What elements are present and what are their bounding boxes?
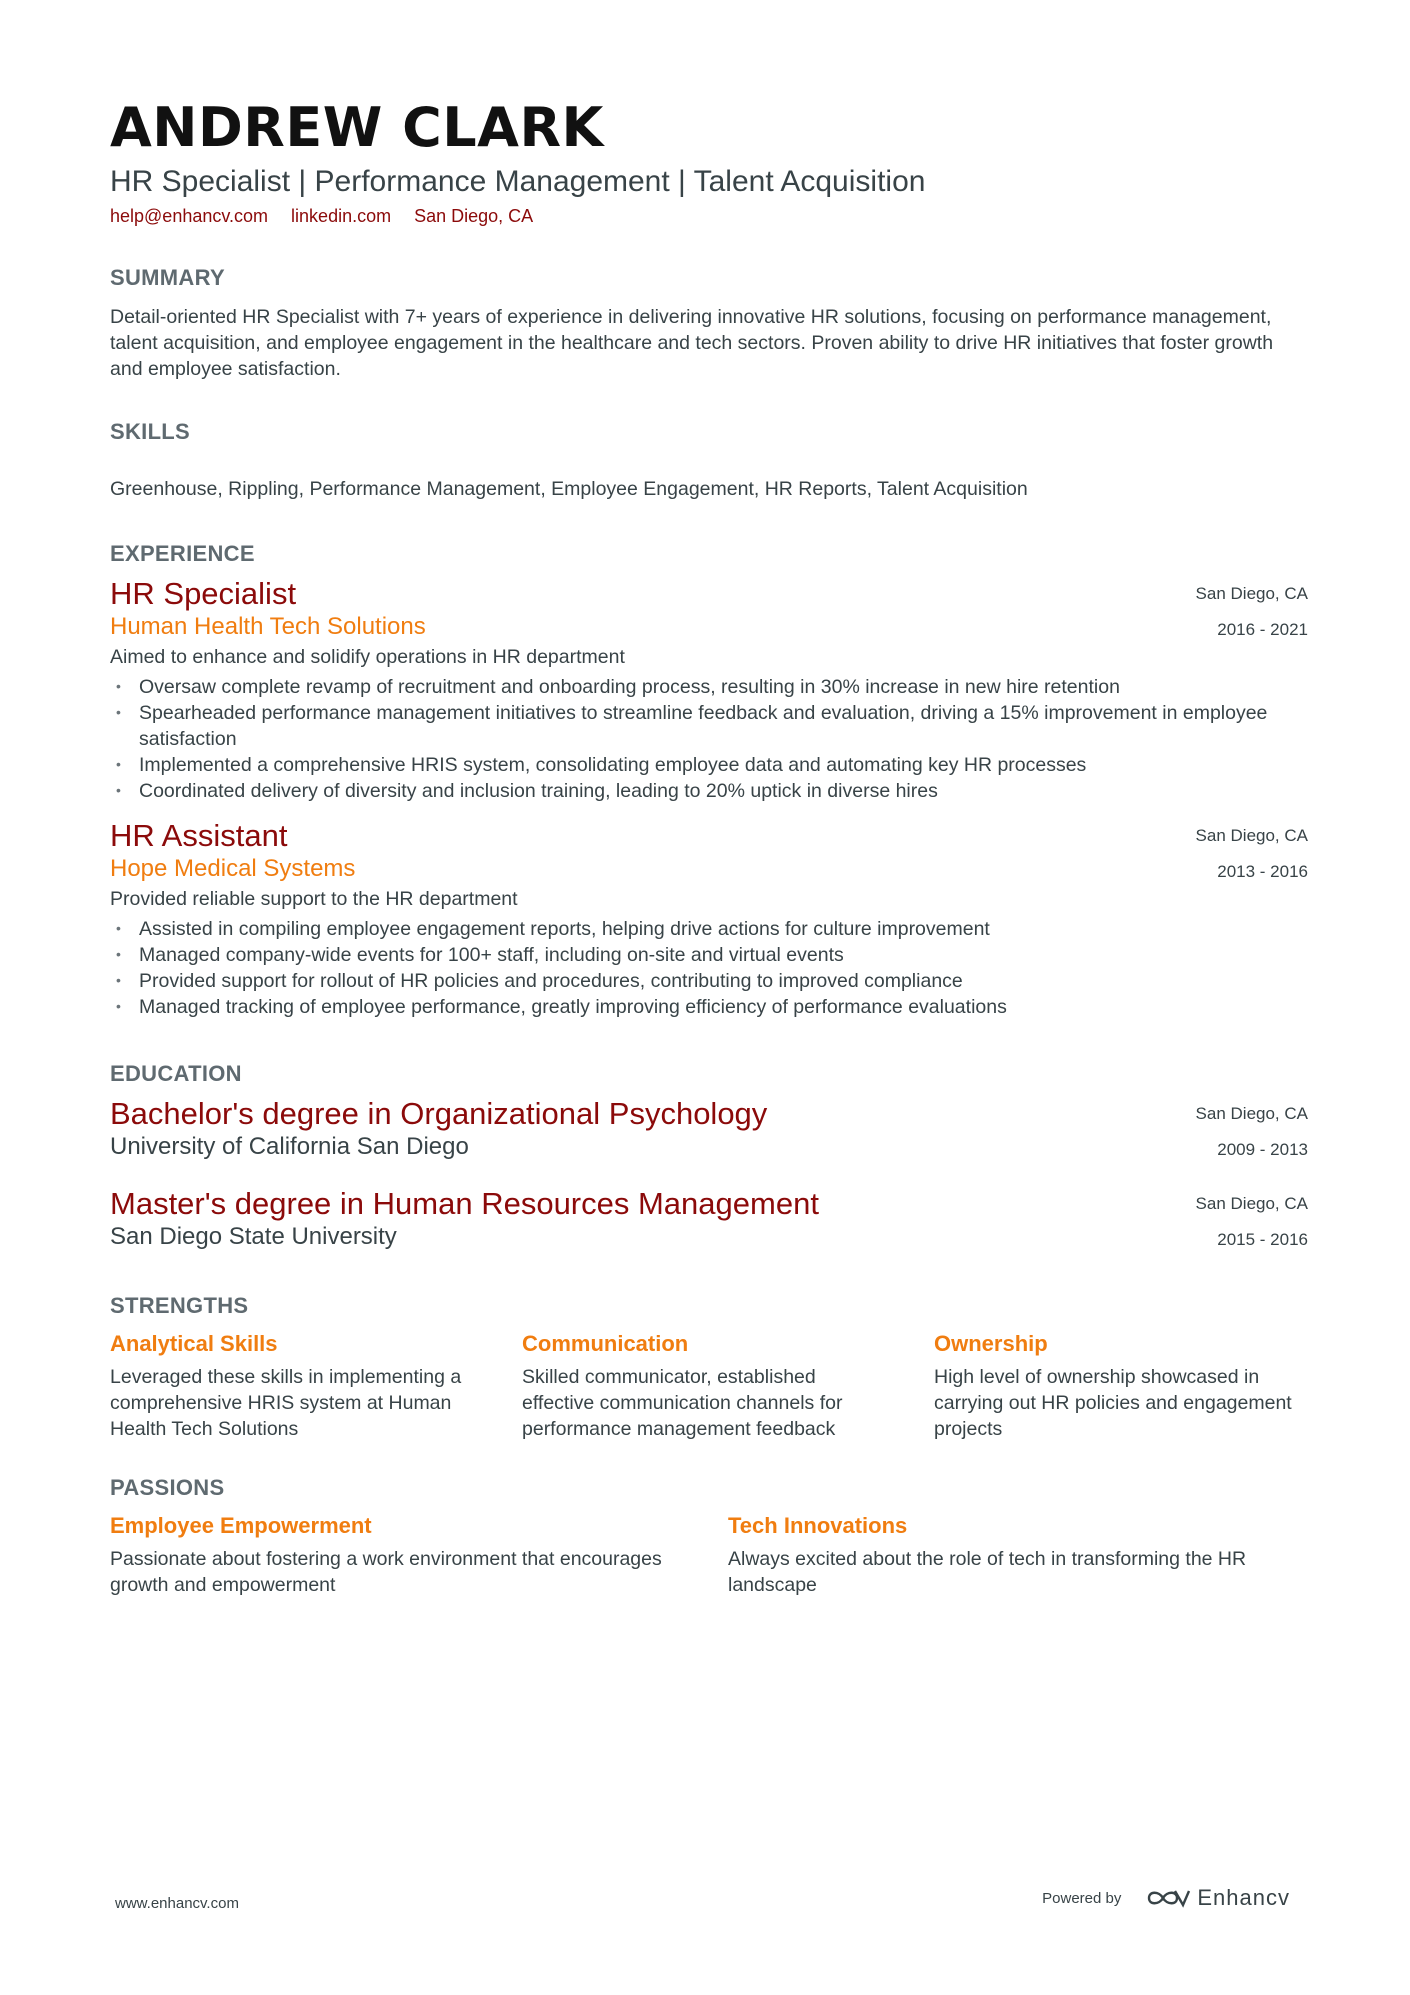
- bullet-item: • Managed company-wide events for 100+ staff, including on-site and virtual events: [110, 942, 1308, 968]
- resume-page: [110, 96, 1308, 1598]
- strength-text: Skilled communicator, established effective communication channels for performance management feedback: [522, 1366, 843, 1440]
- job-dates: 2016 - 2021: [1217, 620, 1308, 639]
- skills-heading: SKILLS: [110, 419, 191, 444]
- email-link[interactable]: help@enhancv.com: [110, 206, 269, 226]
- enhancv-brand: Enhancv: [1197, 1885, 1290, 1910]
- powered-by: [1042, 1885, 1290, 1911]
- bullet-item: • Oversaw complete revamp of recruitment and onboarding process, resulting in 30% increase in new hire retention: [110, 674, 1308, 700]
- experience-entry: [110, 576, 1308, 804]
- education-dates: 2015 - 2016: [1217, 1230, 1308, 1249]
- education-meta: [1196, 1186, 1308, 1258]
- passion-item: [110, 1512, 728, 1598]
- education-location: San Diego, CA: [1195, 1194, 1308, 1213]
- passion-title: Tech Innovations: [728, 1513, 908, 1538]
- education-entry: [110, 1186, 1308, 1252]
- enhancv-logo-icon: [1145, 1885, 1191, 1911]
- job-description: Aimed to enhance and solidify operations in HR department: [110, 646, 625, 668]
- bullet-item: • Spearheaded performance management initiatives to streamline feedback and evaluation, driving a 15% improvement in employee satisfaction: [110, 700, 1308, 752]
- bullet-item: • Managed tracking of employee performance, greatly improving efficiency of performance evaluations: [110, 994, 1308, 1020]
- job-location: San Diego, CA: [1195, 584, 1308, 603]
- strength-text: High level of ownership showcased in carrying out HR policies and engagement projects: [934, 1366, 1292, 1440]
- passion-title: Employee Empowerment: [110, 1513, 372, 1538]
- bullet-item: • Provided support for rollout of HR policies and procedures, contributing to improved compliance: [110, 968, 1308, 994]
- experience-heading: EXPERIENCE: [110, 541, 255, 566]
- strength-title: Ownership: [934, 1331, 1048, 1356]
- job-title: HR Specialist: [110, 576, 297, 611]
- candidate-name: ANDREW CLARK: [110, 96, 604, 159]
- education-meta: [1196, 1096, 1308, 1168]
- passion-text: Passionate about fostering a work environment that encourages growth and empowerment: [110, 1548, 662, 1596]
- strength-title: Communication: [522, 1331, 689, 1356]
- location-text: San Diego, CA: [414, 206, 534, 226]
- strength-title: Analytical Skills: [110, 1331, 278, 1356]
- passions-heading: PASSIONS: [110, 1475, 225, 1500]
- summary-text: Detail-oriented HR Specialist with 7+ years of experience in delivering innovative HR solutions, focusing on performance management, talent acquisition, and employee engagement in the healthcare and tech sectors. Proven ability to drive HR initiatives that foster growth and employee satisfaction.: [110, 306, 1274, 380]
- job-location: San Diego, CA: [1195, 826, 1308, 845]
- bullet-item: • Assisted in compiling employee engagement reports, helping drive actions for culture improvement: [110, 916, 1308, 942]
- summary-heading: SUMMARY: [110, 265, 225, 290]
- strength-item: [934, 1330, 1308, 1442]
- education-entry: [110, 1096, 1308, 1162]
- strengths-heading: STRENGTHS: [110, 1293, 249, 1318]
- job-title: HR Assistant: [110, 818, 288, 853]
- strength-text: Leveraged these skills in implementing a comprehensive HRIS system at Human Health Tech Solutions: [110, 1366, 462, 1440]
- education-location: San Diego, CA: [1195, 1104, 1308, 1123]
- degree-title: Master's degree in Human Resources Management: [110, 1186, 819, 1221]
- footer-website[interactable]: www.enhancv.com: [115, 1895, 239, 1912]
- job-dates: 2013 - 2016: [1217, 862, 1308, 881]
- company-name: Hope Medical Systems: [110, 855, 356, 882]
- job-description: Provided reliable support to the HR department: [110, 888, 518, 910]
- job-bullets: [110, 674, 1308, 804]
- passion-item: [728, 1512, 1308, 1598]
- job-bullets: [110, 916, 1308, 1020]
- powered-by-label: Powered by: [1042, 1889, 1122, 1907]
- experience-entry: [110, 818, 1308, 1020]
- bullet-item: • Coordinated delivery of diversity and inclusion training, leading to 20% uptick in diverse hires: [110, 778, 1308, 804]
- strength-item: [110, 1330, 522, 1442]
- passion-text: Always excited about the role of tech in transforming the HR landscape: [728, 1548, 1247, 1596]
- school-name: San Diego State University: [110, 1223, 397, 1250]
- job-meta: [1196, 576, 1308, 648]
- headline: HR Specialist | Performance Management | Talent Acquisition: [110, 165, 926, 198]
- degree-title: Bachelor's degree in Organizational Psychology: [110, 1096, 768, 1131]
- skills-text: Greenhouse, Rippling, Performance Management, Employee Engagement, HR Reports, Talent Acquisition: [110, 478, 1028, 500]
- passions-grid: [110, 1512, 1308, 1598]
- strengths-grid: [110, 1330, 1308, 1442]
- school-name: University of California San Diego: [110, 1133, 469, 1160]
- linkedin-link[interactable]: linkedin.com: [291, 206, 392, 226]
- company-name: Human Health Tech Solutions: [110, 613, 426, 640]
- contact-line: [110, 204, 1308, 228]
- education-dates: 2009 - 2013: [1217, 1140, 1308, 1159]
- bullet-item: • Implemented a comprehensive HRIS system, consolidating employee data and automating key HR processes: [110, 752, 1308, 778]
- job-meta: [1196, 818, 1308, 890]
- education-heading: EDUCATION: [110, 1061, 242, 1086]
- strength-item: [522, 1330, 934, 1442]
